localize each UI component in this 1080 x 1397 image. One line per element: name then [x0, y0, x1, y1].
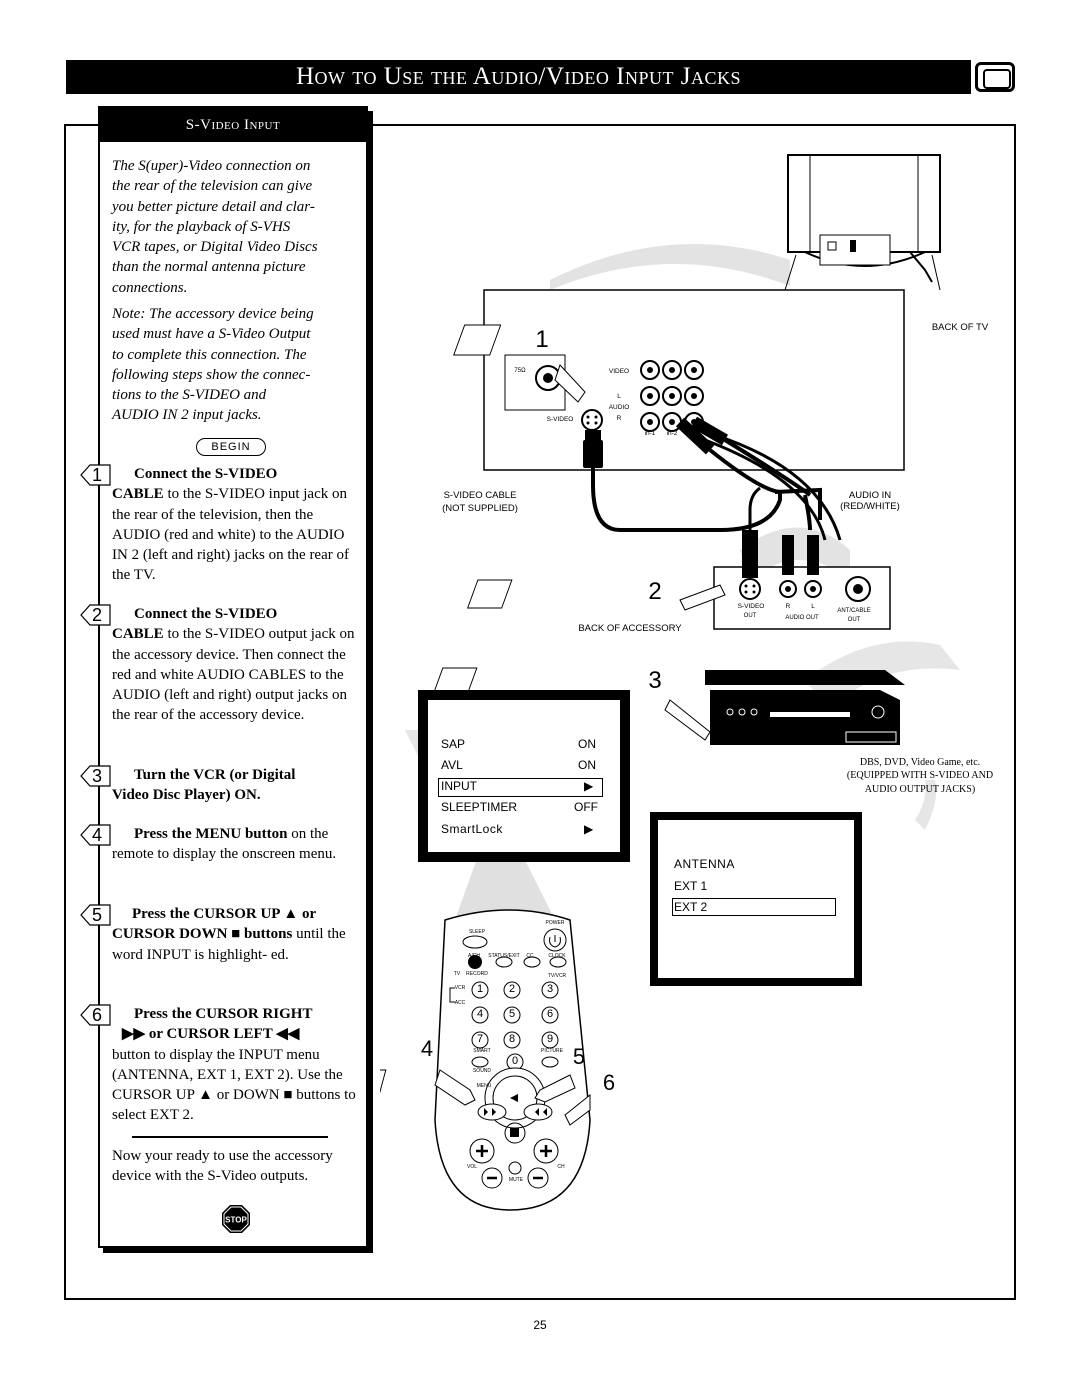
acc-audio-out-label: AUDIO OUT [785, 615, 819, 621]
red-white-label: (RED/WHITE) [840, 501, 900, 512]
remote-cc-label: CC [526, 953, 534, 959]
ohm-label: 75Ω [514, 368, 526, 374]
stop-label: STOP [225, 1215, 247, 1225]
remote-acc-label: ACC [454, 1000, 466, 1006]
device-desc-line: AUDIO OUTPUT JACKS) [864, 784, 976, 795]
menu-value-smartlock: ▶ [584, 822, 594, 836]
intro-line: The S(uper)-Video connection on [112, 158, 311, 174]
tv-icon [975, 62, 1015, 92]
step-bold: Press the MENU button [134, 826, 288, 842]
menu-item-ext2[interactable]: EXT 2 [674, 900, 708, 914]
intro-line: connections. [112, 279, 188, 296]
step-2-marker [80, 604, 110, 626]
menu-item-ext1[interactable]: EXT 1 [674, 879, 708, 893]
step-body: on the remote to display the onscreen menu. [112, 826, 337, 863]
step-bold: Press the CURSOR RIGHT [134, 1006, 313, 1022]
back-of-tv-label: BACK OF TV [931, 322, 989, 333]
note-line: tions to the S-VIDEO and [112, 387, 267, 404]
step-number: 1 [92, 465, 103, 485]
remote-record-label: RECORD [466, 971, 488, 977]
remote-vol-label: VOL [466, 1164, 477, 1170]
note-line: Note: The accessory device being [112, 306, 314, 322]
remote-digit-6[interactable]: 6 [546, 1008, 554, 1020]
closing-text: Now your ready to use the accessory device with the S-Video outputs. [112, 1148, 333, 1185]
acc-svideo-label: S-VIDEO [737, 603, 765, 610]
audio-in-label: AUDIO IN [848, 490, 892, 501]
step-number: 4 [92, 825, 103, 845]
callout-6: 6 [602, 1070, 616, 1095]
menu-value-input: ▶ [584, 779, 594, 793]
menu-item-sleeptimer[interactable]: SLEEPTIMER [441, 800, 518, 814]
remote-digit-0[interactable]: 0 [511, 1055, 519, 1067]
note-line: used must have a S-Video Output [112, 326, 311, 343]
step-body: to the S-VIDEO input jack on the rear of the television, then the AUDIO (red and white) to the AUDIO IN 2 (left and right) jacks on the rear of the TV. [112, 486, 349, 584]
svideo-cable-label: S-VIDEO CABLE [443, 490, 517, 501]
menu-input-list [668, 853, 838, 923]
callout-1: 1 [535, 326, 549, 353]
step-3-text [112, 765, 364, 806]
step-1-text [112, 464, 364, 586]
remote-digit-1[interactable]: 1 [476, 983, 484, 995]
remote-sound-label: SOUND [472, 1068, 492, 1074]
intro-text [112, 156, 360, 298]
remote-ch-label: CH [557, 1164, 565, 1170]
ant-cable-label: ANT/CABLE [837, 608, 871, 614]
device-desc-line: DBS, DVD, Video Game, etc. [859, 757, 981, 768]
remote-digit-2[interactable]: 2 [508, 983, 516, 995]
callout-4: 4 [420, 1036, 434, 1061]
step-body: to the S-VIDEO output jack on the accessory device. Then connect the red and white AUDIO CABLES to the AUDIO (left and right) output jacks on the rear of the accessory device. [112, 626, 355, 724]
remote-clock-label: CLOCK [548, 953, 566, 959]
audio-jack-label: AUDIO [608, 404, 630, 411]
begin-badge: BEGIN [196, 438, 266, 456]
not-supplied-label: (NOT SUPPLIED) [442, 503, 518, 514]
page-number: 25 [533, 1318, 547, 1332]
remote-mute-label: MUTE [508, 1177, 524, 1183]
step-bold: Connect the S-VIDEO [134, 466, 278, 482]
callout-3: 3 [648, 667, 662, 694]
remote-smart-label: SMART [473, 1048, 491, 1054]
step-3-marker [80, 765, 110, 787]
step-body: until the word INPUT is highlight- ed. [112, 926, 346, 963]
remote-digit-7[interactable]: 7 [476, 1033, 484, 1045]
remote-digit-8[interactable]: 8 [508, 1033, 516, 1045]
intro-line: VCR tapes, or Digital Video Discs [112, 239, 318, 256]
remote-ach-label: A/CH [468, 953, 480, 959]
step-bold: ▶▶ or CURSOR LEFT ◀◀ [122, 1026, 300, 1043]
intro-line: you better picture detail and clar- [112, 198, 315, 215]
divider [132, 1136, 328, 1138]
intro-line: ity, for the playback of S-VHS [112, 218, 291, 235]
remote-digit-9[interactable]: 9 [546, 1033, 554, 1045]
menu-value-sap: ON [578, 737, 596, 751]
step-number: 2 [92, 605, 103, 625]
step-bold: CABLE [112, 626, 164, 643]
note-line: AUDIO IN 2 input jacks. [112, 407, 262, 424]
menu-main-list [436, 733, 604, 843]
acc-out-label: OUT [743, 613, 757, 619]
l-jack-label: L [617, 393, 621, 400]
step-6-text [112, 1004, 364, 1126]
menu-item-smartlock[interactable]: SmartLock [441, 822, 503, 836]
menu-value-avl: ON [578, 758, 596, 772]
step-5-text [112, 904, 364, 965]
note-line: following steps show the connec- [112, 366, 311, 383]
in2-label: in-2 [666, 430, 678, 437]
step-bold: Turn the VCR (or Digital [134, 767, 296, 783]
callout-5: 5 [572, 1044, 586, 1069]
step-1-marker [80, 464, 110, 486]
remote-digit-5[interactable]: 5 [508, 1008, 516, 1020]
note-text [112, 304, 360, 426]
step-2-text [112, 604, 364, 726]
step-number: 5 [92, 905, 103, 925]
step-body: button to display the INPUT menu (ANTENNA, EXT 1, EXT 2). Use the CURSOR UP ▲ or DOWN ■ buttons to select EXT 2. [112, 1046, 356, 1124]
step-number: 6 [92, 1005, 103, 1025]
remote-status-label: STATUS/EXIT [488, 953, 520, 959]
step-bold: Press the CURSOR UP ▲ or [132, 906, 317, 922]
menu-value-sleeptimer: OFF [574, 800, 598, 814]
step-4-marker [80, 824, 110, 846]
step-6-marker [80, 1004, 110, 1026]
r-jack-label: R [616, 415, 622, 422]
intro-line: than the normal antenna picture [112, 259, 306, 276]
step-bold: CURSOR DOWN ■ buttons [112, 926, 293, 943]
menu-item-avl[interactable]: AVL [441, 758, 463, 772]
menu-item-antenna[interactable]: ANTENNA [674, 857, 735, 871]
remote-vcr-label: VCR [454, 985, 466, 991]
sidebar-title: S-Video Input [100, 108, 366, 142]
svideo-jack-label: S-VIDEO [546, 416, 574, 423]
acc-r-label: R [785, 603, 791, 610]
page-title: How to Use the Audio/Video Input Jacks [66, 60, 971, 94]
callout-2: 2 [648, 578, 662, 605]
video-jack-label: VIDEO [608, 368, 630, 375]
remote-picture-label: PICTURE [541, 1048, 563, 1054]
step-5-marker [80, 904, 110, 926]
acc-l-label: L [811, 603, 815, 610]
step-4-text [112, 824, 364, 865]
step-bold: Connect the S-VIDEO [134, 606, 278, 622]
tv-rear-view [785, 155, 940, 290]
menu-item-sap[interactable]: SAP [441, 737, 466, 751]
remote-power-label: POWER [545, 920, 565, 926]
step-bold: Video Disc Player) ON. [112, 787, 261, 804]
ant-out-label: OUT [847, 617, 861, 623]
remote-tv-label: TV [453, 971, 461, 977]
step-number: 3 [92, 766, 103, 786]
remote-digit-3[interactable]: 3 [546, 983, 554, 995]
remote-tvvcr-label: TV/VCR [547, 973, 567, 979]
menu-item-input[interactable]: INPUT [441, 779, 477, 793]
device-desc-line: (EQUIPPED WITH S-VIDEO AND [846, 770, 994, 781]
remote-menu-button[interactable]: MENU [476, 1083, 492, 1089]
remote-sleep-label: SLEEP [468, 929, 486, 935]
stop-sign-icon [221, 1204, 251, 1234]
intro-line: the rear of the television can give [112, 178, 313, 195]
back-of-accessory-label: BACK OF ACCESSORY [578, 623, 682, 634]
note-line: to complete this connection. The [112, 346, 307, 363]
remote-digit-4[interactable]: 4 [476, 1008, 484, 1020]
in1-label: in-1 [644, 430, 656, 437]
step-bold: CABLE [112, 486, 164, 503]
